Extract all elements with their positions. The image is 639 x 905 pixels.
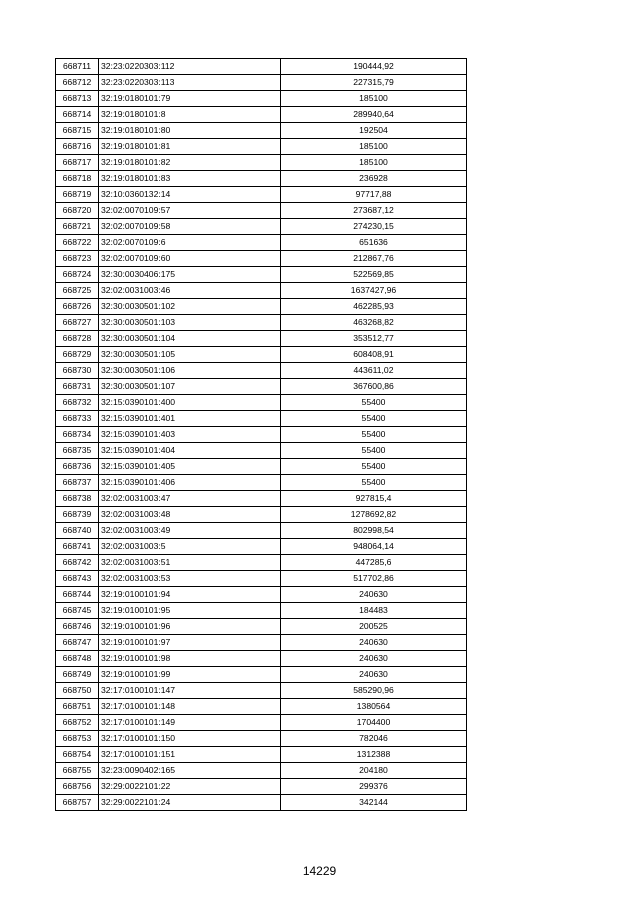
table-row xyxy=(56,459,467,475)
row-id-cell: 668756 xyxy=(56,779,99,795)
row-id-cell: 668739 xyxy=(56,507,99,523)
cadastral-value-cell: 782046 xyxy=(281,731,467,747)
cadastral-value-cell: 236928 xyxy=(281,171,467,187)
cadastral-value-cell: 651636 xyxy=(281,235,467,251)
row-id-cell: 668744 xyxy=(56,587,99,603)
cadastral-value-cell: 55400 xyxy=(281,443,467,459)
cadastral-value-cell: 55400 xyxy=(281,411,467,427)
row-id-cell: 668713 xyxy=(56,91,99,107)
table-row xyxy=(56,635,467,651)
row-id-cell: 668733 xyxy=(56,411,99,427)
table-row xyxy=(56,539,467,555)
table-row xyxy=(56,267,467,283)
cadastral-value-cell: 463268,82 xyxy=(281,315,467,331)
cadastral-value-cell: 240630 xyxy=(281,587,467,603)
cadastral-value-cell: 190444,92 xyxy=(281,59,467,75)
cadastral-number-cell: 32:30:0030501:103 xyxy=(99,315,281,331)
cadastral-number-cell: 32:19:0180101:82 xyxy=(99,155,281,171)
table-row xyxy=(56,683,467,699)
row-id-cell: 668745 xyxy=(56,603,99,619)
row-id-cell: 668747 xyxy=(56,635,99,651)
table-row xyxy=(56,475,467,491)
table-row xyxy=(56,235,467,251)
cadastral-value-cell: 927815,4 xyxy=(281,491,467,507)
row-id-cell: 668735 xyxy=(56,443,99,459)
cadastral-number-cell: 32:17:0100101:151 xyxy=(99,747,281,763)
table-row xyxy=(56,491,467,507)
cadastral-number-cell: 32:30:0030501:106 xyxy=(99,363,281,379)
cadastral-number-cell: 32:10:0360132:14 xyxy=(99,187,281,203)
cadastral-number-cell: 32:19:0100101:97 xyxy=(99,635,281,651)
table-row xyxy=(56,379,467,395)
row-id-cell: 668734 xyxy=(56,427,99,443)
cadastral-value-cell: 289940,64 xyxy=(281,107,467,123)
table-row xyxy=(56,203,467,219)
cadastral-value-cell: 299376 xyxy=(281,779,467,795)
cadastral-number-cell: 32:30:0030501:107 xyxy=(99,379,281,395)
row-id-cell: 668753 xyxy=(56,731,99,747)
cadastral-number-cell: 32:02:0031003:5 xyxy=(99,539,281,555)
row-id-cell: 668731 xyxy=(56,379,99,395)
cadastral-number-cell: 32:19:0100101:96 xyxy=(99,619,281,635)
table-row xyxy=(56,507,467,523)
cadastral-value-cell: 1637427,96 xyxy=(281,283,467,299)
table-row xyxy=(56,427,467,443)
cadastral-number-cell: 32:19:0100101:98 xyxy=(99,651,281,667)
table-row xyxy=(56,139,467,155)
row-id-cell: 668718 xyxy=(56,171,99,187)
row-id-cell: 668754 xyxy=(56,747,99,763)
table-row xyxy=(56,219,467,235)
row-id-cell: 668740 xyxy=(56,523,99,539)
row-id-cell: 668749 xyxy=(56,667,99,683)
cadastral-value-cell: 204180 xyxy=(281,763,467,779)
cadastral-number-cell: 32:02:0031003:47 xyxy=(99,491,281,507)
cadastral-number-cell: 32:15:0390101:405 xyxy=(99,459,281,475)
table-row xyxy=(56,155,467,171)
row-id-cell: 668724 xyxy=(56,267,99,283)
table-row xyxy=(56,299,467,315)
cadastral-value-cell: 443611,02 xyxy=(281,363,467,379)
table-row xyxy=(56,747,467,763)
cadastral-number-cell: 32:02:0031003:53 xyxy=(99,571,281,587)
table-row xyxy=(56,187,467,203)
table-row xyxy=(56,443,467,459)
cadastral-value-cell: 185100 xyxy=(281,91,467,107)
row-id-cell: 668728 xyxy=(56,331,99,347)
cadastral-number-cell: 32:30:0030501:104 xyxy=(99,331,281,347)
cadastral-value-cell: 367600,86 xyxy=(281,379,467,395)
cadastral-value-cell: 184483 xyxy=(281,603,467,619)
cadastral-value-cell: 353512,77 xyxy=(281,331,467,347)
cadastral-number-cell: 32:15:0390101:400 xyxy=(99,395,281,411)
cadastral-number-cell: 32:19:0180101:81 xyxy=(99,139,281,155)
cadastral-number-cell: 32:30:0030501:102 xyxy=(99,299,281,315)
row-id-cell: 668721 xyxy=(56,219,99,235)
page-number: 14229 xyxy=(302,864,337,878)
row-id-cell: 668737 xyxy=(56,475,99,491)
row-id-cell: 668738 xyxy=(56,491,99,507)
cadastral-number-cell: 32:02:0070109:6 xyxy=(99,235,281,251)
cadastral-value-cell: 240630 xyxy=(281,651,467,667)
cadastral-number-cell: 32:19:0180101:79 xyxy=(99,91,281,107)
cadastral-number-cell: 32:02:0070109:58 xyxy=(99,219,281,235)
table-row xyxy=(56,251,467,267)
cadastral-number-cell: 32:19:0180101:83 xyxy=(99,171,281,187)
table-row xyxy=(56,795,467,811)
cadastral-value-cell: 212867,76 xyxy=(281,251,467,267)
cadastral-number-cell: 32:29:0022101:24 xyxy=(99,795,281,811)
cadastral-number-cell: 32:19:0100101:94 xyxy=(99,587,281,603)
cadastral-number-cell: 32:02:0031003:51 xyxy=(99,555,281,571)
table-row xyxy=(56,555,467,571)
cadastral-number-cell: 32:19:0180101:80 xyxy=(99,123,281,139)
cadastral-number-cell: 32:19:0180101:8 xyxy=(99,107,281,123)
table-row xyxy=(56,59,467,75)
row-id-cell: 668757 xyxy=(56,795,99,811)
cadastral-number-cell: 32:30:0030501:105 xyxy=(99,347,281,363)
cadastral-value-cell: 948064,14 xyxy=(281,539,467,555)
cadastral-value-cell: 185100 xyxy=(281,139,467,155)
cadastral-value-cell: 608408,91 xyxy=(281,347,467,363)
cadastral-number-cell: 32:02:0070109:60 xyxy=(99,251,281,267)
row-id-cell: 668717 xyxy=(56,155,99,171)
cadastral-number-cell: 32:30:0030406:175 xyxy=(99,267,281,283)
cadastral-number-cell: 32:02:0031003:48 xyxy=(99,507,281,523)
row-id-cell: 668751 xyxy=(56,699,99,715)
cadastral-value-cell: 55400 xyxy=(281,459,467,475)
table-row xyxy=(56,699,467,715)
row-id-cell: 668743 xyxy=(56,571,99,587)
cadastral-value-cell: 1380564 xyxy=(281,699,467,715)
cadastral-value-cell: 802998,54 xyxy=(281,523,467,539)
cadastral-value-cell: 273687,12 xyxy=(281,203,467,219)
table-row xyxy=(56,347,467,363)
table-row xyxy=(56,763,467,779)
table-row xyxy=(56,731,467,747)
row-id-cell: 668722 xyxy=(56,235,99,251)
row-id-cell: 668750 xyxy=(56,683,99,699)
table-row xyxy=(56,283,467,299)
cadastral-value-cell: 1312388 xyxy=(281,747,467,763)
row-id-cell: 668726 xyxy=(56,299,99,315)
table-row xyxy=(56,651,467,667)
cadastral-value-cell: 55400 xyxy=(281,427,467,443)
cadastral-number-cell: 32:15:0390101:406 xyxy=(99,475,281,491)
table-row xyxy=(56,779,467,795)
table-row xyxy=(56,395,467,411)
cadastral-number-cell: 32:19:0100101:95 xyxy=(99,603,281,619)
table-row xyxy=(56,523,467,539)
row-id-cell: 668727 xyxy=(56,315,99,331)
row-id-cell: 668714 xyxy=(56,107,99,123)
row-id-cell: 668732 xyxy=(56,395,99,411)
table-row xyxy=(56,667,467,683)
row-id-cell: 668720 xyxy=(56,203,99,219)
cadastral-number-cell: 32:15:0390101:404 xyxy=(99,443,281,459)
row-id-cell: 668752 xyxy=(56,715,99,731)
table-row xyxy=(56,315,467,331)
table-row xyxy=(56,171,467,187)
cadastral-value-cell: 1278692,82 xyxy=(281,507,467,523)
cadastral-value-cell: 200525 xyxy=(281,619,467,635)
cadastral-value-cell: 462285,93 xyxy=(281,299,467,315)
row-id-cell: 668711 xyxy=(56,59,99,75)
cadastral-value-cell: 517702,86 xyxy=(281,571,467,587)
table-row xyxy=(56,571,467,587)
cadastral-number-cell: 32:17:0100101:149 xyxy=(99,715,281,731)
cadastral-value-cell: 274230,15 xyxy=(281,219,467,235)
row-id-cell: 668725 xyxy=(56,283,99,299)
row-id-cell: 668729 xyxy=(56,347,99,363)
row-id-cell: 668730 xyxy=(56,363,99,379)
cadastral-value-cell: 97717,88 xyxy=(281,187,467,203)
cadastral-number-cell: 32:02:0031003:46 xyxy=(99,283,281,299)
table-row xyxy=(56,603,467,619)
row-id-cell: 668712 xyxy=(56,75,99,91)
cadastral-number-cell: 32:15:0390101:401 xyxy=(99,411,281,427)
cadastral-value-cell: 240630 xyxy=(281,635,467,651)
cadastral-number-cell: 32:02:0031003:49 xyxy=(99,523,281,539)
cadastral-number-cell: 32:02:0070109:57 xyxy=(99,203,281,219)
table-row xyxy=(56,123,467,139)
cadastral-value-cell: 585290,96 xyxy=(281,683,467,699)
cadastral-value-cell: 55400 xyxy=(281,475,467,491)
row-id-cell: 668715 xyxy=(56,123,99,139)
row-id-cell: 668741 xyxy=(56,539,99,555)
row-id-cell: 668736 xyxy=(56,459,99,475)
cadastral-value-cell: 185100 xyxy=(281,155,467,171)
table-row xyxy=(56,107,467,123)
cadastral-number-cell: 32:23:0090402:165 xyxy=(99,763,281,779)
cadastral-value-cell: 447285,6 xyxy=(281,555,467,571)
cadastral-value-cell: 522569,85 xyxy=(281,267,467,283)
table-row xyxy=(56,619,467,635)
cadastral-number-cell: 32:17:0100101:148 xyxy=(99,699,281,715)
cadastral-value-cell: 1704400 xyxy=(281,715,467,731)
table-row xyxy=(56,587,467,603)
cadastral-value-cell: 342144 xyxy=(281,795,467,811)
cadastral-number-cell: 32:17:0100101:147 xyxy=(99,683,281,699)
table-row xyxy=(56,411,467,427)
cadastral-number-cell: 32:23:0220303:113 xyxy=(99,75,281,91)
row-id-cell: 668748 xyxy=(56,651,99,667)
cadastral-number-cell: 32:17:0100101:150 xyxy=(99,731,281,747)
cadastral-value-cell: 240630 xyxy=(281,667,467,683)
table-row xyxy=(56,91,467,107)
cadastral-value-cell: 55400 xyxy=(281,395,467,411)
cadastral-number-cell: 32:29:0022101:22 xyxy=(99,779,281,795)
cadastral-number-cell: 32:15:0390101:403 xyxy=(99,427,281,443)
table-body xyxy=(56,59,467,811)
row-id-cell: 668719 xyxy=(56,187,99,203)
cadastral-value-cell: 192504 xyxy=(281,123,467,139)
cadastral-value-table xyxy=(55,58,467,811)
table-row xyxy=(56,75,467,91)
cadastral-number-cell: 32:23:0220303:112 xyxy=(99,59,281,75)
table-row xyxy=(56,715,467,731)
row-id-cell: 668742 xyxy=(56,555,99,571)
cadastral-number-cell: 32:19:0100101:99 xyxy=(99,667,281,683)
row-id-cell: 668716 xyxy=(56,139,99,155)
table-row xyxy=(56,363,467,379)
cadastral-value-cell: 227315,79 xyxy=(281,75,467,91)
row-id-cell: 668723 xyxy=(56,251,99,267)
row-id-cell: 668755 xyxy=(56,763,99,779)
row-id-cell: 668746 xyxy=(56,619,99,635)
table-row xyxy=(56,331,467,347)
